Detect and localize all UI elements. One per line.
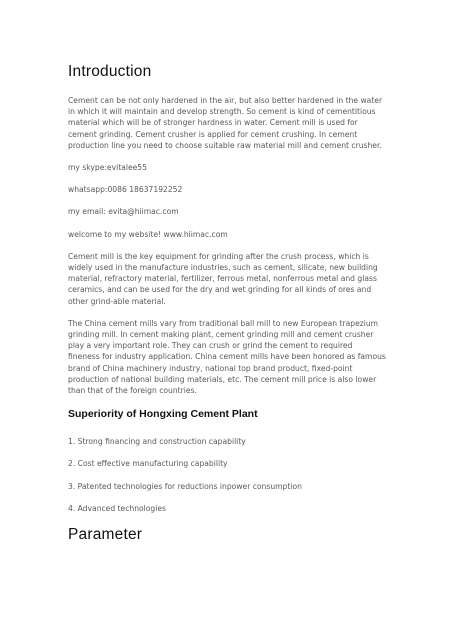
cement-mill-paragraph: Cement mill is the key equipment for grinding after the crush process, which is widely used in the manufacture industries, such as cement, silicate, new building material, refractory material, fertilizer, ferrous metal, nonferrous metal and glass ceramics, and can be used for the dry and wet grinding for all kinds of ores and other grind-able material. xyxy=(68,251,378,306)
superiority-heading: Superiority of Hongxing Cement Plant xyxy=(68,408,258,421)
superiority-item: 4. Advanced technologies xyxy=(68,503,166,513)
introduction-heading: Introduction xyxy=(68,63,152,80)
email-line: my email: evita@hiimac.com xyxy=(68,207,179,217)
china-cement-mills-paragraph: The China cement mills vary from traditional ball mill to new European trapezium grinding mill. In cement making plant, cement grinding mill and cement crusher play a very important role. They can crush or grind the cement to required fineness for industry application. China cement mills have been honored as famous brand of China machinery industry, national top brand product, fixed-point production of national building materials, etc. The cement mill price is also lower than that of the foreign countries. xyxy=(68,318,386,396)
website-line: welcome to my website! www.hiimac.com xyxy=(68,229,228,239)
document-content xyxy=(68,62,386,545)
superiority-item: 1. Strong financing and construction capability xyxy=(68,437,246,447)
parameter-heading: Parameter xyxy=(68,526,143,544)
superiority-item: 2. Cost effective manufacturing capability xyxy=(68,459,228,469)
superiority-item: 3. Patented technologies for reductions inpower consumption xyxy=(68,481,302,491)
intro-paragraph: Cement can be not only hardened in the air, but also better hardened in the water in which it will maintain and develop strength. So cement is kind of cementitious material which will be of stronger hardness in water. Cement mill is used for cement grinding. Cement crusher is applied for cement crushing. In cement production line you need to choose suitable raw material mill and cement crusher. xyxy=(68,96,383,150)
skype-line: my skype:evitalee55 xyxy=(68,163,147,173)
whatsapp-line: whatsapp:0086 18637192252 xyxy=(68,185,183,195)
